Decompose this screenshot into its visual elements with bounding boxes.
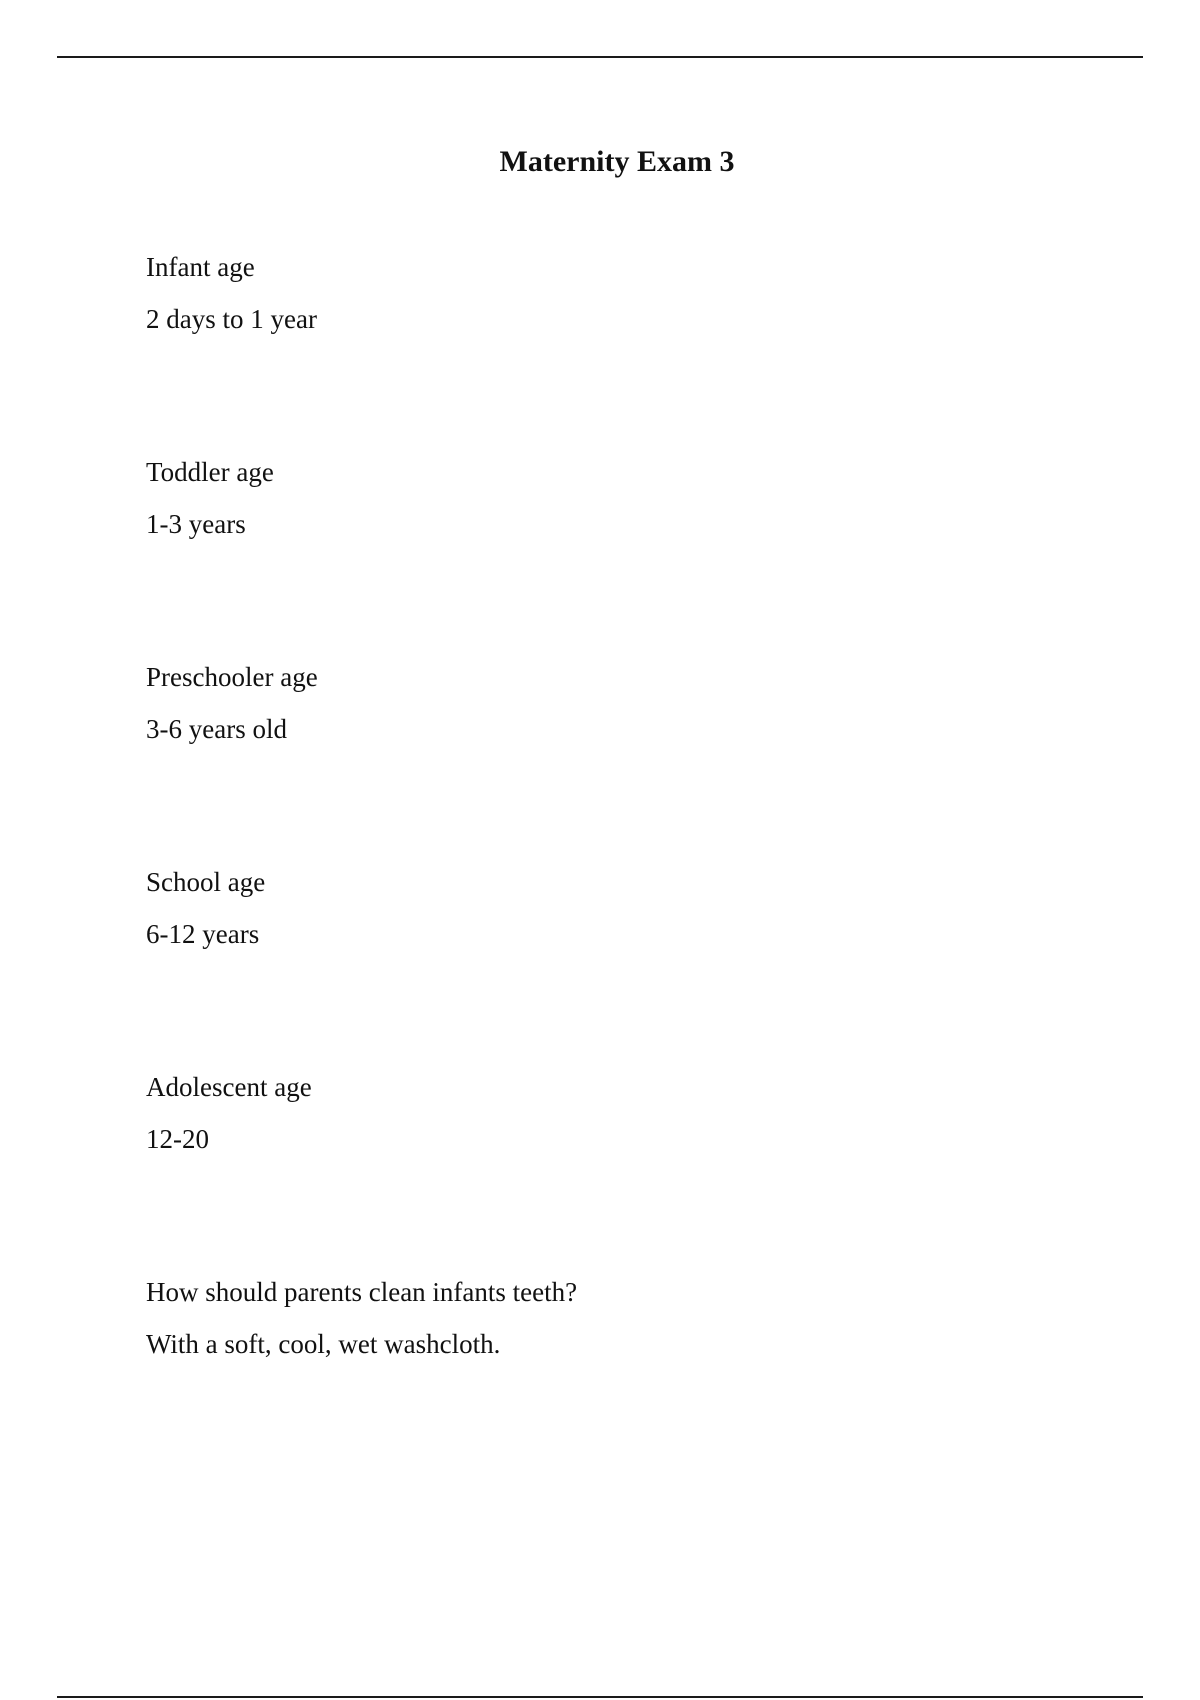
qa-item bbox=[146, 864, 1126, 1069]
qa-item bbox=[146, 1069, 1126, 1274]
question-text: School age bbox=[146, 867, 266, 897]
question-text: Toddler age bbox=[146, 457, 274, 487]
answer-text: 3-6 years old bbox=[146, 714, 287, 744]
answer-text: With a soft, cool, wet washcloth. bbox=[146, 1329, 501, 1359]
page-title: Maternity Exam 3 bbox=[499, 145, 735, 178]
qa-item bbox=[146, 454, 1126, 659]
answer-text: 2 days to 1 year bbox=[146, 304, 317, 334]
qa-item bbox=[146, 659, 1126, 864]
answer-text: 6-12 years bbox=[146, 919, 260, 949]
question-text: Preschooler age bbox=[146, 662, 318, 692]
question-text: Infant age bbox=[146, 252, 255, 282]
qa-list bbox=[146, 249, 1126, 1479]
top-divider bbox=[57, 56, 1143, 58]
answer-text: 12-20 bbox=[146, 1124, 209, 1154]
answer-text: 1-3 years bbox=[146, 509, 246, 539]
qa-item bbox=[146, 249, 1126, 454]
question-text: Adolescent age bbox=[146, 1072, 312, 1102]
question-text: How should parents clean infants teeth? bbox=[146, 1277, 578, 1307]
bottom-divider bbox=[57, 1696, 1143, 1698]
qa-item bbox=[146, 1274, 1126, 1479]
